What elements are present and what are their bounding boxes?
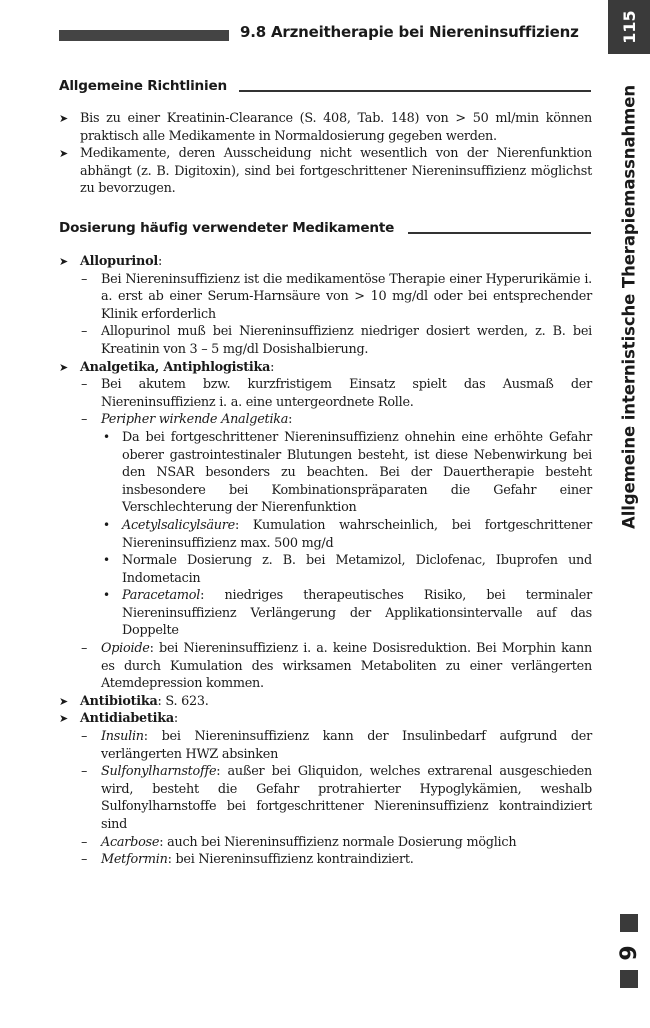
- drug-group-title: Antibiotika: [80, 693, 158, 709]
- sub-list-item: – Peripher wirkende Analgetika:: [81, 412, 293, 428]
- section-body-richtlinien: [59, 110, 592, 198]
- sub-list-item: [59, 851, 592, 869]
- dot-bullet-icon: •: [103, 553, 110, 568]
- sub-list-item: [59, 834, 592, 852]
- drug-group-title: Analgetika, Antiphlogistika: [80, 359, 271, 375]
- list-item-text: Bis zu einer Kreatinin-Clearance (S. 408, Tab. 148) von > 50 ml/min können praktisch alle Medikamente in Normaldosierung gegeben werden.: [80, 111, 592, 144]
- drug-name: Opioide: [101, 641, 150, 657]
- drug-name: Acetylsalicylsäure: [122, 517, 235, 533]
- sub-list-item: [59, 763, 592, 833]
- sub-list-item: [59, 271, 592, 324]
- dash-bullet-icon: –: [81, 729, 88, 745]
- side-section-title-text: Allgemeine internistische Therapiemassnahmen: [619, 85, 639, 529]
- dash-bullet-icon: –: [81, 852, 88, 868]
- list-item-antidiabetika: ➤ Antidiabetika:: [59, 711, 178, 727]
- cross-reference: : S. 623.: [157, 693, 209, 709]
- drug-name: Insulin: [101, 729, 144, 745]
- bullet-item: [59, 517, 592, 552]
- sub-item-text: : bei Niereninsuffizienz kann der Insulinbedarf aufgrund der verlängerten HWZ absinken: [101, 729, 592, 762]
- arrow-bullet-icon: ➤: [59, 712, 68, 726]
- section-heading-allgemeine-richtlinien: [59, 78, 591, 94]
- dot-bullet-icon: •: [103, 429, 110, 444]
- dash-bullet-icon: –: [81, 834, 88, 850]
- bullet-item-text: : Kumulation wahrscheinlich, bei fortgeschrittener Niereninsuffizienz max. 500 mg/d: [122, 517, 592, 551]
- dash-bullet-icon: –: [81, 271, 88, 287]
- drug-name: Metformin: [101, 852, 168, 868]
- sub-list-item: [59, 323, 592, 358]
- sub-item-text: : außer bei Gliquidon, welches extrarenal ausgeschieden wird, besteht die Gefahr protrahierter Hypoglykämien, weshalb Sulfonylharnstoffe bei fortgeschrittener Niereninsuffizienz kontraindiziert sind: [101, 764, 592, 832]
- arrow-bullet-icon: ➤: [59, 694, 68, 708]
- arrow-bullet-icon: ➤: [59, 112, 68, 125]
- section-heading-text: Dosierung häufig verwendeter Medikamente: [59, 220, 395, 236]
- bullet-item: [59, 587, 592, 640]
- section-body-dosierung: [59, 253, 592, 869]
- header-bar: [59, 30, 229, 41]
- dash-bullet-icon: –: [81, 764, 88, 780]
- list-item-allopurinol: ➤ Allopurinol:: [59, 254, 163, 269]
- sub-item-text: Bei akutem bzw. kurzfristigem Einsatz spielt das Ausmaß der Niereninsuffizienz i. a. eine untergeordnete Rolle.: [101, 377, 592, 410]
- drug-group-title: Antidiabetika: [80, 711, 174, 727]
- drug-name: Paracetamol: [122, 588, 201, 604]
- bullet-item-text: Normale Dosierung z. B. bei Metamizol, Diclofenac, Ibuprofen und Indometacin: [122, 553, 592, 586]
- sub-item-text: : auch bei Niereninsuffizienz normale Dosierung möglich: [159, 834, 517, 850]
- drug-name: Sulfonylharnstoffe: [101, 764, 217, 780]
- sub-list-item: [59, 640, 592, 693]
- arrow-bullet-icon: ➤: [59, 147, 68, 161]
- page-number-tab: [608, 0, 650, 54]
- list-item: [59, 110, 592, 145]
- running-header-title: 9.8 Arzneitherapie bei Niereninsuffizienz: [240, 23, 579, 41]
- dot-bullet-icon: •: [103, 517, 110, 532]
- bullet-item: [59, 552, 592, 587]
- sub-item-text: : bei Niereninsuffizienz i. a. keine Dosisreduktion. Bei Morphin kann es durch Kumulation des wirksamen Metaboliten zu einer verlängerten Atemdepression kommen.: [101, 641, 592, 692]
- arrow-bullet-icon: ➤: [59, 255, 68, 268]
- dash-bullet-icon: –: [81, 412, 88, 428]
- sub-list-item: [59, 728, 592, 763]
- chapter-marker-square-top: [620, 914, 638, 932]
- chapter-marker-square-bottom: [620, 970, 638, 988]
- list-item: [59, 145, 592, 198]
- arrow-bullet-icon: ➤: [59, 360, 68, 374]
- drug-name: Acarbose: [101, 834, 160, 850]
- sub-item-title: Peripher wirkende Analgetika: [101, 412, 289, 428]
- chapter-number: 9: [616, 945, 642, 961]
- section-heading-text: Allgemeine Richtlinien: [59, 78, 227, 94]
- list-item-text: Medikamente, deren Ausscheidung nicht wesentlich von der Nierenfunktion abhängt (z. B. Digitoxin), sind bei fortgeschrittener Niereninsuffizienz möglichst zu bevorzugen.: [80, 146, 592, 197]
- heading-rule: [408, 232, 591, 234]
- list-item-analgetika: ➤ Analgetika, Antiphlogistika:: [59, 359, 275, 375]
- drug-group-title: Allopurinol: [80, 254, 158, 269]
- sub-item-text: : bei Niereninsuffizienz kontraindiziert.: [167, 852, 414, 868]
- dash-bullet-icon: –: [81, 377, 88, 393]
- dash-bullet-icon: –: [81, 641, 88, 657]
- bullet-item: [59, 429, 592, 517]
- list-item-antibiotika: [59, 693, 592, 711]
- sub-item-text: Allopurinol muß bei Niereninsuffizienz niedriger dosiert werden, z. B. bei Kreatinin von 3 – 5 mg/dl Dosishalbierung.: [101, 324, 592, 357]
- bullet-item-text: : niedriges therapeutisches Risiko, bei terminaler Niereninsuffizienz Verlängerung der Applikationsintervalle auf das Doppelte: [122, 588, 592, 639]
- page-number: 115: [619, 10, 639, 44]
- section-heading-dosierung: [59, 220, 591, 236]
- sub-item-text: Bei Niereninsuffizienz ist die medikamentöse Therapie einer Hyperurikämie i. a. erst ab einer Serum-Harnsäure von > 10 mg/dl oder bei entsprechender Klinik erforderlich: [101, 271, 592, 322]
- heading-rule: [239, 90, 591, 92]
- sub-list-item: [59, 376, 592, 411]
- bullet-item-text: Da bei fortgeschrittener Niereninsuffizienz ohnehin eine erhöhte Gefahr oberer gastrointestinaler Blutungen besteht, ist diese Nebenwirkung bei den NSAR besonders zu beachten. Bei der Dauertherapie besteht insbesondere bei Kombinationspräparaten die Gefahr einer Verschlechterung der Nierenfunktion: [122, 429, 592, 516]
- dash-bullet-icon: –: [81, 324, 88, 340]
- dot-bullet-icon: •: [103, 588, 110, 603]
